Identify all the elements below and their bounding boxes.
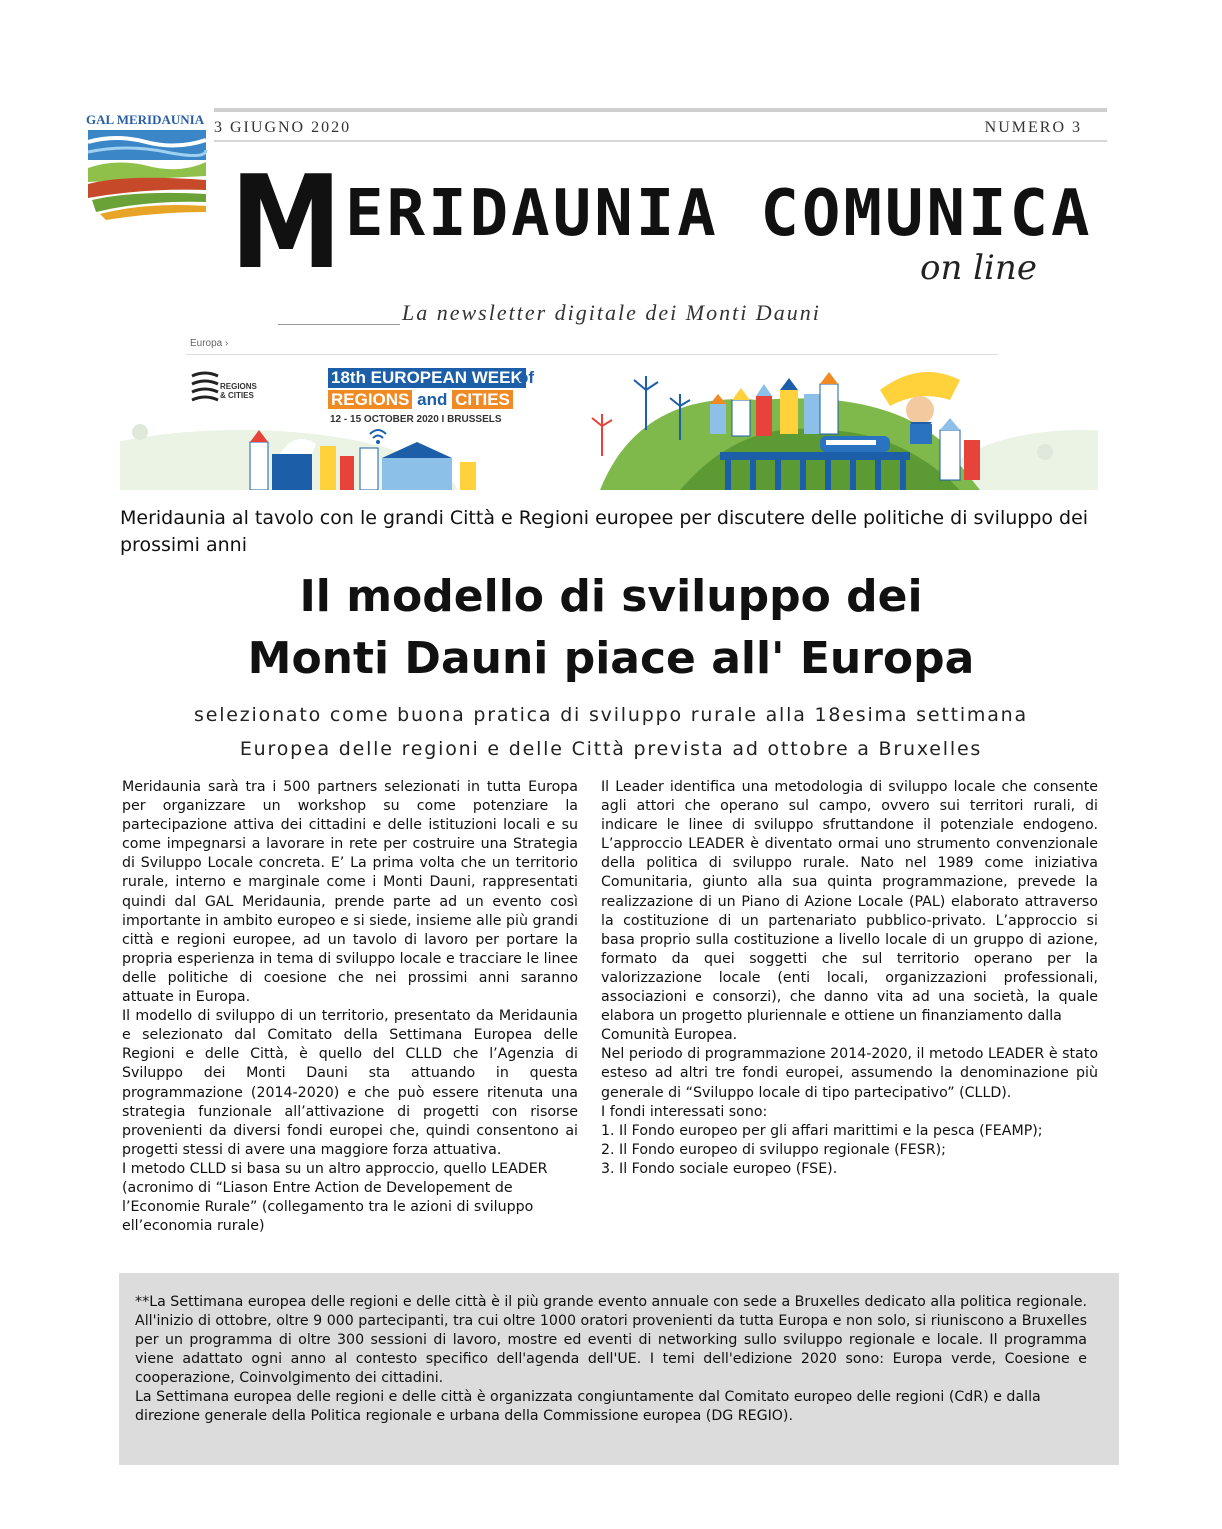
- headline-line-2: Monti Dauni piace all' Europa: [247, 633, 975, 684]
- event-cities: CITIES: [452, 390, 513, 409]
- fund-list-item-1: 1. Il Fondo europeo per gli affari marittimi e la pesca (FEAMP);: [601, 1122, 1043, 1139]
- deck-line-2: Europea delle regioni e delle Città prevista ad ottobre a Bruxelles: [239, 738, 983, 760]
- subtitle-rule: [278, 324, 400, 325]
- right-paragraph-4: I fondi interessati sono:: [601, 1103, 768, 1120]
- event-and: and: [417, 390, 448, 409]
- gal-meridaunia-logo: [86, 112, 212, 220]
- footnote-paragraph-1: **La Settimana europea delle regioni e delle città è il più grande evento annuale con sede a Bruxelles dedicato alla politica regionale. All'inizio di ottobre, oltre 9 000 partecipanti, tra cui oltre 1000 oratori provenienti da tutta Europa e non solo, si riuniscono a Bruxelles per un programma di oltre 300 sessioni di lavoro, mostre ed eventi di networking sullo sviluppo regionale e locale. Il programma viene adattato ogni anno al contesto specifico dell'agenda dell'UE. I temi dell'edizione 2020 sono: Europa verde, Coesione e cooperazione, Coinvolgimento dei cittadini.: [135, 1294, 1087, 1386]
- fund-list-item-3: 3. Il Fondo sociale europeo (FSE).: [601, 1160, 838, 1177]
- headline-line-1: Il modello di sviluppo dei: [299, 571, 923, 622]
- article-headline: [120, 566, 1102, 690]
- org-label-2: & CITIES: [220, 391, 254, 400]
- masthead-initial: M: [230, 149, 343, 298]
- landscape-logo-icon: [86, 128, 210, 220]
- footnote-paragraph-2: La Settimana europea delle regioni e delle città è organizzata congiuntamente dal Comitato europeo delle regioni (CdR) e dalla direzione generale della Politica regionale e urbana della Commissione europea (DG REGIO).: [135, 1389, 1041, 1424]
- event-dates: 12 - 15 OCTOBER 2020 I BRUSSELS: [330, 414, 502, 425]
- issue-number: NUMERO 3: [984, 119, 1082, 136]
- left-paragraph-1: Meridaunia sarà tra i 500 partners selezionati in tutta Europa per organizzare un workshop su come potenziare la partecipazione attiva dei cittadini e delle istituzioni locali e su come impegnarsi a lavorare in rete per costruire una Strategia di Sviluppo Locale concreta. E’ La prima volta che un territorio rurale, interno e marginale come i Monti Dauni, rappresentati quindi dal GAL Meridaunia, prende parte ad un evento così importante in ambito europeo e si siede, insieme alle più grandi città e regioni europee, ad un tavolo di lavoro per portare la propria esperienza in tema di sviluppo locale e tracciare le linee delle politiche di coesione che nei prossimi anni saranno attuate in Europa.: [122, 779, 578, 1006]
- header-top-rule: [214, 108, 1107, 112]
- article-column-left: [122, 778, 578, 1236]
- footnote-box: [119, 1273, 1119, 1465]
- article-column-right: [601, 778, 1098, 1179]
- event-banner: [120, 330, 1098, 490]
- org-label-1: REGIONS: [220, 382, 257, 391]
- city-landscape-illustration-icon: [120, 330, 1098, 490]
- issue-date: 3 GIUGNO 2020: [214, 119, 352, 136]
- banner-breadcrumb: Europa ›: [190, 338, 229, 349]
- fund-list-item-2: 2. Il Fondo europeo di sviluppo regionale (FESR);: [601, 1141, 946, 1158]
- header-mid-rule: [214, 140, 1107, 142]
- left-paragraph-3: I metodo CLLD si basa su un altro approccio, quello LEADER (acronimo di “Liason Entre Action de Developement de l’Economie Rurale” (collegamento tra le azioni di sviluppo ell’economia rurale): [122, 1160, 548, 1235]
- event-regions: REGIONS: [328, 390, 412, 409]
- masthead-suffix: on line: [920, 248, 1037, 288]
- left-paragraph-2: Il modello di sviluppo di un territorio, presentato da Meridaunia e selezionato dal Comitato della Settimana Europea delle Regioni e delle Città, è quello del CLLD che l’Agenzia di Sviluppo dei Monti Dauni sta attuando in questa programmazione (2014-2020) e che può essere ritenuta una strategia funzionale all’attivazione di progetti con risorse provenienti da diversi fondi europei che, quindi consentono ai progetti stessi di avere una maggiore forza attuativa.: [122, 1008, 578, 1158]
- event-title-of: of: [518, 368, 535, 387]
- event-title-line1: 18th EUROPEAN WEEK: [328, 368, 526, 388]
- logo-name: GAL MERIDAUNIA: [86, 112, 205, 127]
- newsletter-subtitle: La newsletter digitale dei Monti Dauni: [402, 300, 821, 325]
- right-paragraph-3: Nel periodo di programmazione 2014-2020, il metodo LEADER è stato esteso ad altri tre fondi europei, assumendo la denominazione più generale di “Sviluppo locale di tipo partecipativo” (CLLD).: [601, 1046, 1098, 1101]
- right-paragraph-2: Comunità Europea.: [601, 1027, 738, 1044]
- article-kicker: Meridaunia al tavolo con le grandi Città e Regioni europee per discutere delle politiche di sviluppo dei prossimi anni: [120, 507, 1089, 556]
- deck-line-1: selezionato come buona pratica di sviluppo rurale alla 18esima settimana: [194, 704, 1028, 726]
- masthead-title: ERIDAUNIA COMUNICA: [345, 177, 1093, 251]
- right-paragraph-1: Il Leader identifica una metodologia di sviluppo locale che consente agli attori che operano sul campo, ovvero sui territori rurali, di indicare le linee di sviluppo sfruttandone il potenziale endogeno. L’approccio LEADER è diventato ormai uno strumento convenzionale della politica di sviluppo rurale. Nato nel 1989 come iniziativa Comunitaria, giunto alla sua quinta programmazione, prevede la realizzazione di un Piano di Azione Locale (PAL) elaborato attraverso la costituzione di un partenariato pubblico-privato. L’approccio si basa proprio sulla costituzione a livello locale di un gruppo di azione, formato da quei soggetti che sul territorio operano per la valorizzazione locale (enti locali, organizzazioni professionali, associazioni e consorzi), che danno vita ad una società, la quale elabora un progetto pluriennale e ottiene un finanziamento dalla: [601, 779, 1098, 1025]
- article-deck: [120, 698, 1102, 766]
